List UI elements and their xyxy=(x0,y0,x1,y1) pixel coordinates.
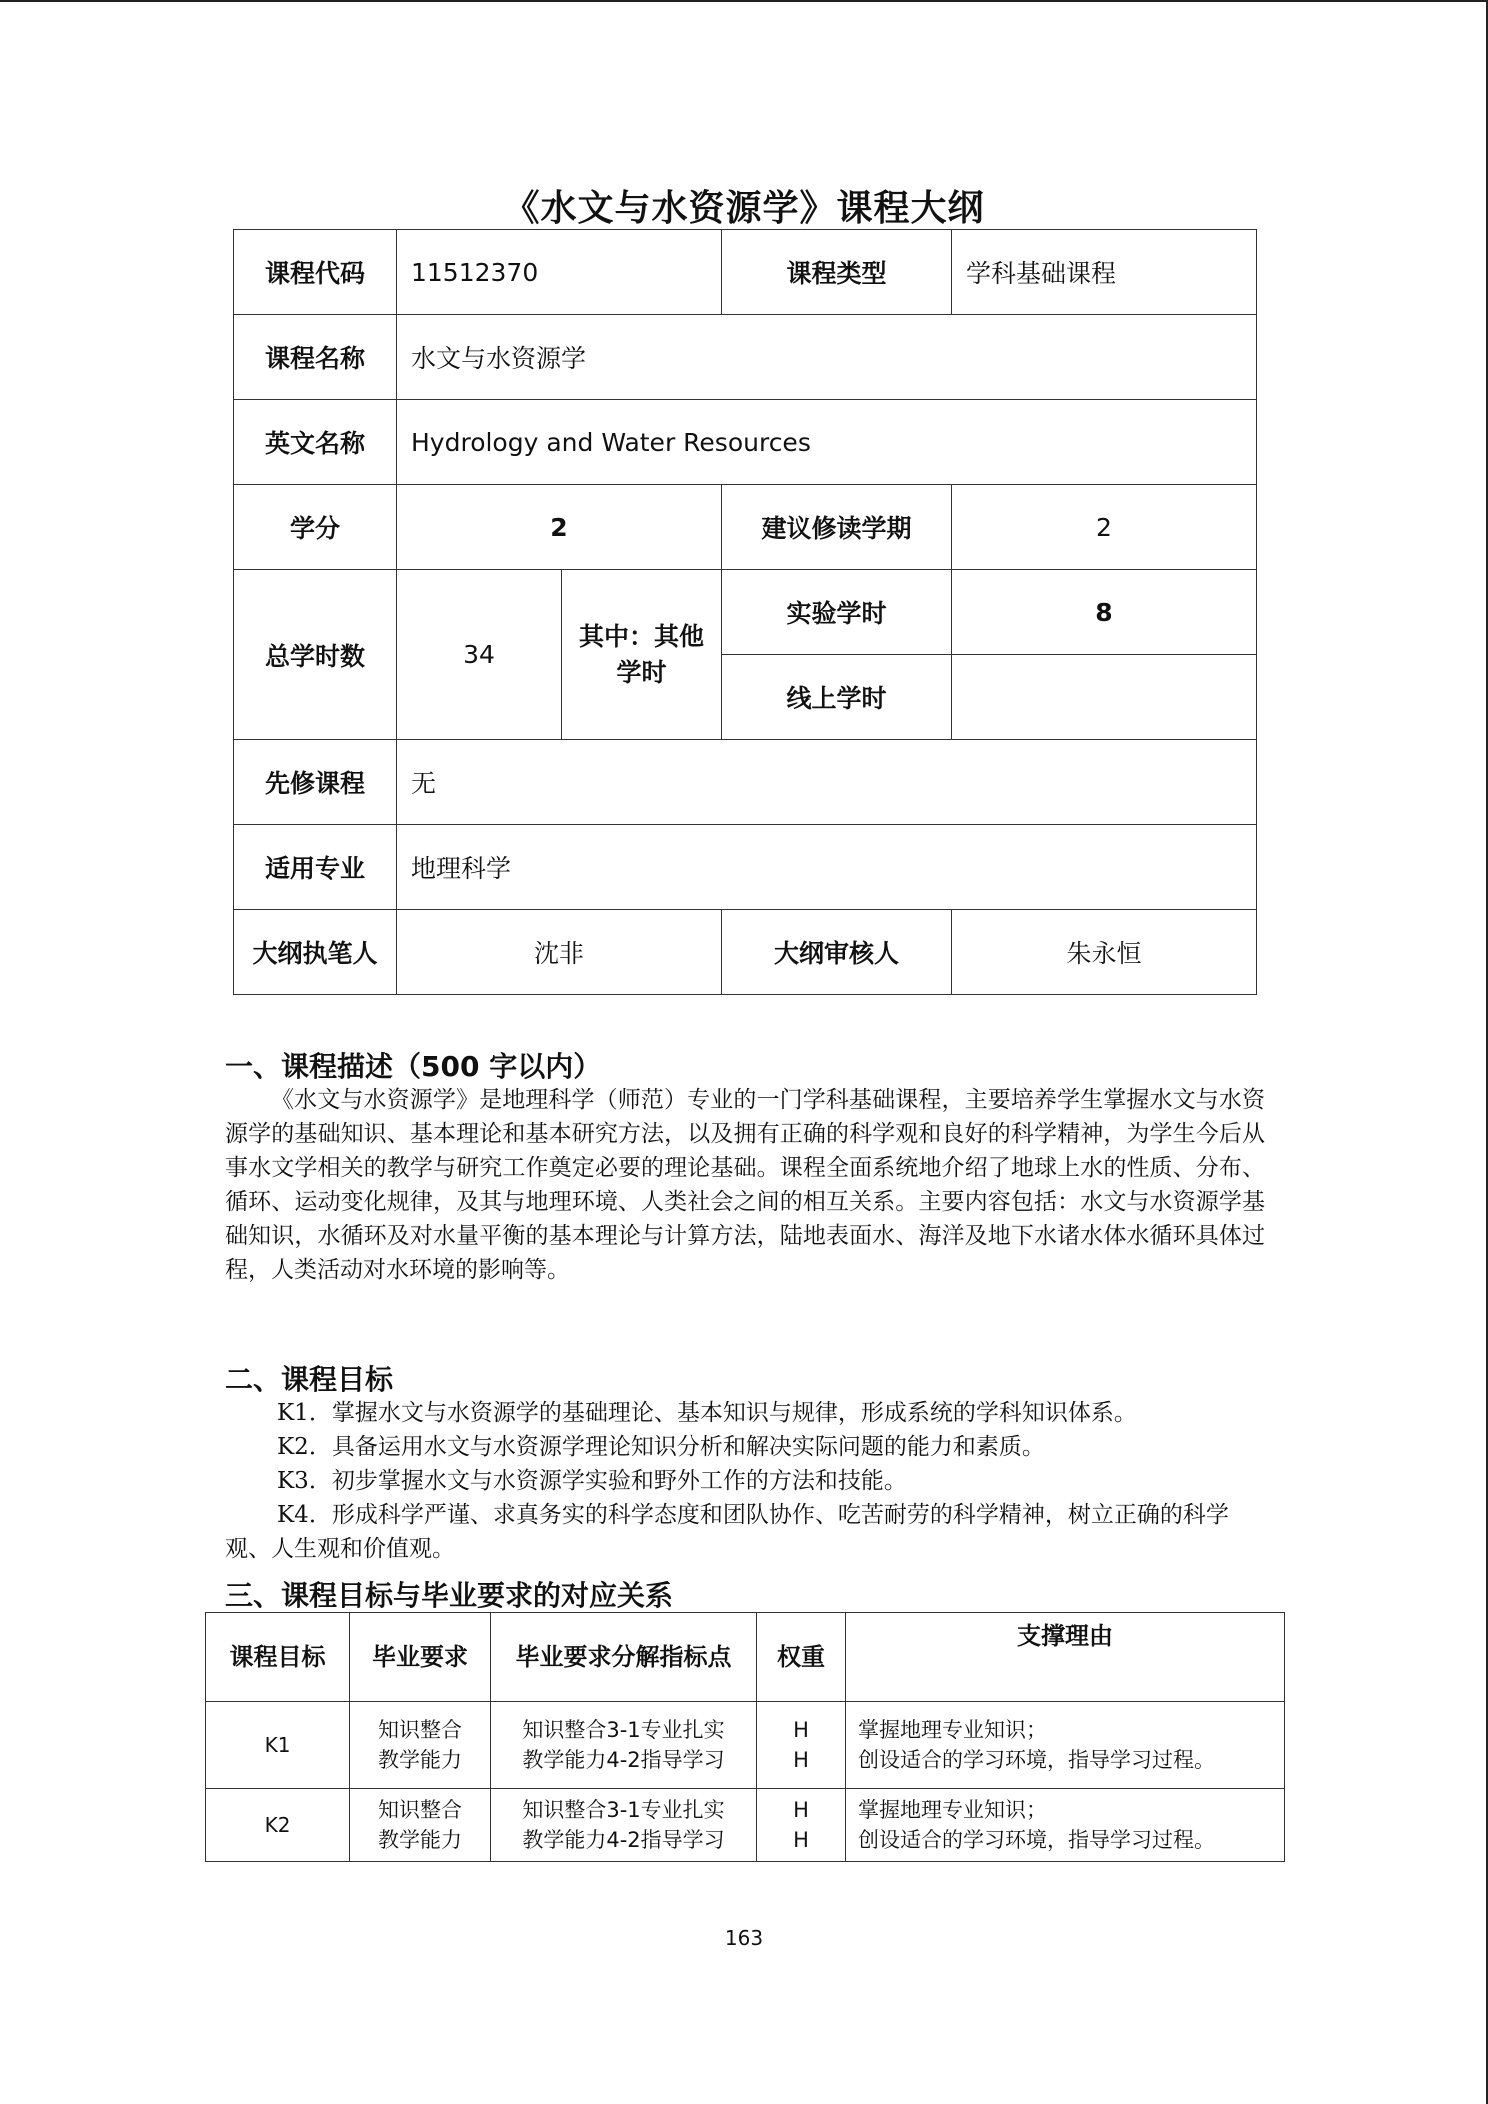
major-label: 适用专业 xyxy=(234,825,397,910)
prerequisite-label: 先修课程 xyxy=(234,740,397,825)
semester-value: 2 xyxy=(952,485,1257,570)
list-item: K4．形成科学严谨、求真务实的科学态度和团队协作、吃苦耐劳的科学精神，树立正确的科学观、人生观和价值观。 xyxy=(225,1502,1229,1562)
course-name-value: 水文与水资源学 xyxy=(397,315,1257,400)
indicator-cell: 知识整合3-1专业扎实 教学能力4-2指导学习 xyxy=(491,1789,757,1862)
course-description-text: 《水文与水资源学》是地理科学（师范）专业的一门学科基础课程，主要培养学生掌握水文与水资源学的基础知识、基本理论和基本研究方法，以及拥有正确的科学观和良好的科学精神，为学生今后从事水文学相关的教学与研究工作奠定必要的理论基础。课程全面系统地介绍了地球上水的性质、分布、循环、运动变化规律，及其与地理环境、人类社会之间的相互关系。主要内容包括：水文与水资源学基础知识，水循环及对水量平衡的基本理论与计算方法，陆地表面水、海洋及地下水诸水体水循环具体过程，人类活动对水环境的影响等。 xyxy=(225,1087,1265,1283)
requirement-cell: 知识整合 教学能力 xyxy=(350,1789,491,1862)
author-label: 大纲执笔人 xyxy=(234,910,397,995)
header-requirement: 毕业要求 xyxy=(350,1613,491,1702)
reason-cell: 掌握地理专业知识； 创设适合的学习环境，指导学习过程。 xyxy=(846,1789,1285,1862)
course-type-label: 课程类型 xyxy=(722,230,952,315)
author-value: 沈非 xyxy=(397,910,722,995)
section-heading-description: 一、课程描述（500 字以内） xyxy=(225,1050,602,1083)
list-item: K2．具备运用水文与水资源学理论知识分析和解决实际问题的能力和素质。 xyxy=(277,1434,1045,1460)
weight-cell: H H xyxy=(757,1702,846,1789)
table-row xyxy=(234,910,1257,995)
table-row xyxy=(234,740,1257,825)
total-hours-label: 总学时数 xyxy=(234,570,397,740)
other-hours-label: 其中：其他学时 xyxy=(562,570,722,740)
list-item: K1．掌握水文与水资源学的基础理论、基本知识与规律，形成系统的学科知识体系。 xyxy=(277,1400,1137,1426)
english-name-value: Hydrology and Water Resources xyxy=(397,400,1257,485)
requirement-cell: 知识整合 教学能力 xyxy=(350,1702,491,1789)
table-row xyxy=(234,315,1257,400)
course-type-value: 学科基础课程 xyxy=(952,230,1257,315)
course-name-label: 课程名称 xyxy=(234,315,397,400)
course-info-table xyxy=(233,229,1257,995)
page-number: 163 xyxy=(724,1926,764,1950)
weight-cell: H H xyxy=(757,1789,846,1862)
table-row xyxy=(206,1702,1285,1789)
english-name-label: 英文名称 xyxy=(234,400,397,485)
header-goal: 课程目标 xyxy=(206,1613,350,1702)
table-row xyxy=(234,570,1257,655)
credit-label: 学分 xyxy=(234,485,397,570)
top-border-line xyxy=(0,0,1488,2)
course-code-value: 11512370 xyxy=(397,230,722,315)
prerequisite-value: 无 xyxy=(397,740,1257,825)
header-weight: 权重 xyxy=(757,1613,846,1702)
total-hours-value: 34 xyxy=(397,570,562,740)
major-value: 地理科学 xyxy=(397,825,1257,910)
course-code-label: 课程代码 xyxy=(234,230,397,315)
header-indicator: 毕业要求分解指标点 xyxy=(491,1613,757,1702)
table-row xyxy=(206,1789,1285,1862)
document-title: 《水文与水资源学》课程大纲 xyxy=(503,188,985,229)
semester-label: 建议修读学期 xyxy=(722,485,952,570)
table-row xyxy=(234,400,1257,485)
online-hours-value xyxy=(952,655,1257,740)
objectives-list xyxy=(225,1396,1265,1566)
credit-value: 2 xyxy=(397,485,722,570)
reviewer-label: 大纲审核人 xyxy=(722,910,952,995)
header-reason: 支撑理由 xyxy=(846,1613,1285,1702)
table-row xyxy=(234,485,1257,570)
section-heading-objectives: 二、课程目标 xyxy=(225,1363,394,1396)
indicator-cell: 知识整合3-1专业扎实 教学能力4-2指导学习 xyxy=(491,1702,757,1789)
reason-cell: 掌握地理专业知识； 创设适合的学习环境，指导学习过程。 xyxy=(846,1702,1285,1789)
section-heading-mapping: 三、课程目标与毕业要求的对应关系 xyxy=(225,1579,674,1612)
goal-cell: K2 xyxy=(206,1789,350,1862)
lab-hours-value: 8 xyxy=(952,570,1257,655)
table-row xyxy=(234,825,1257,910)
goal-cell: K1 xyxy=(206,1702,350,1789)
list-item: K3．初步掌握水文与水资源学实验和野外工作的方法和技能。 xyxy=(277,1468,907,1494)
online-hours-label: 线上学时 xyxy=(722,655,952,740)
reviewer-value: 朱永恒 xyxy=(952,910,1257,995)
lab-hours-label: 实验学时 xyxy=(722,570,952,655)
table-row xyxy=(234,230,1257,315)
table-header-row xyxy=(206,1613,1285,1702)
objective-requirement-table xyxy=(205,1612,1285,1862)
